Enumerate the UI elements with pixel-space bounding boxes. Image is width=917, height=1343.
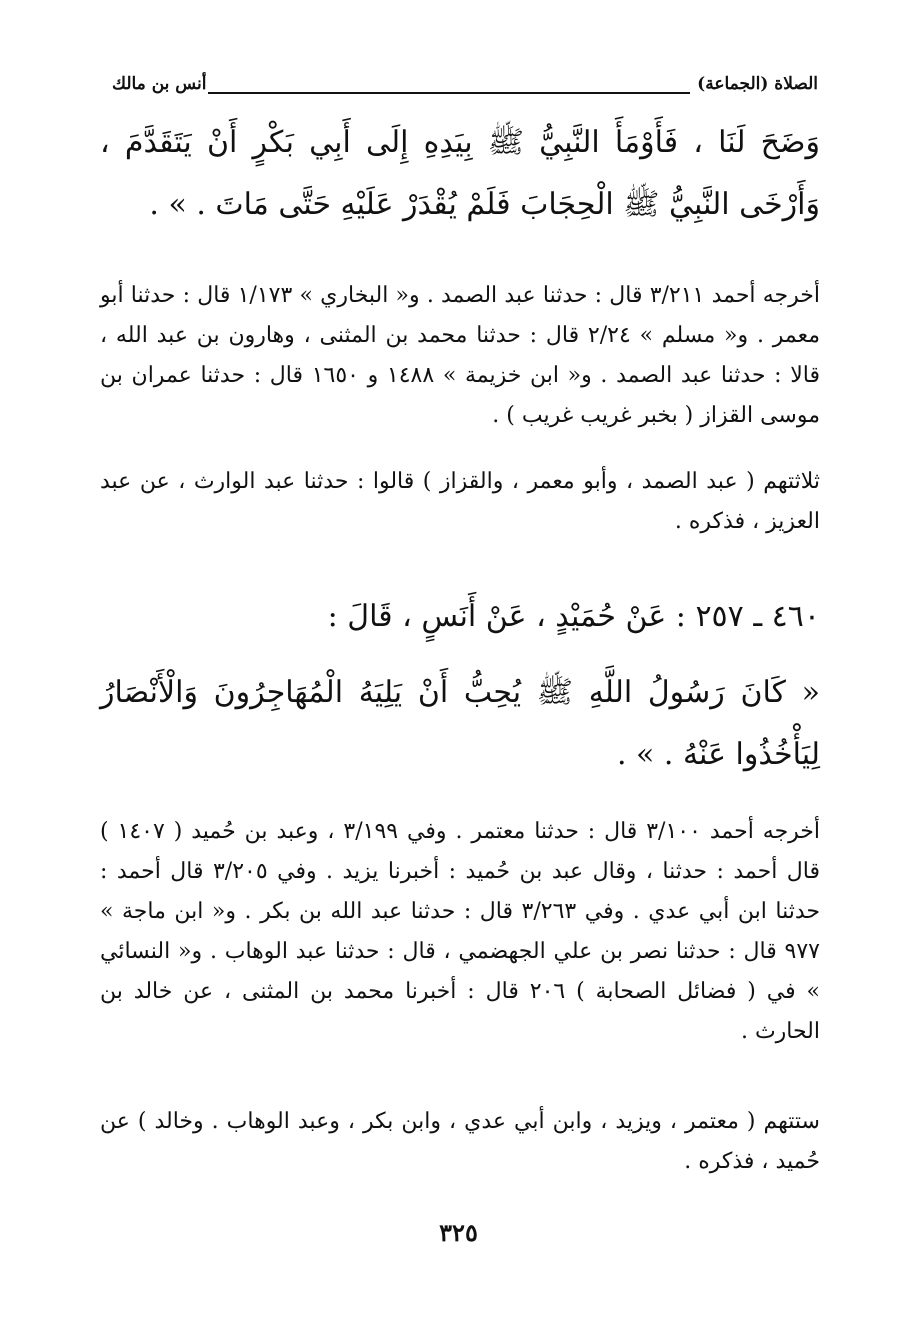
header-rule (208, 92, 690, 94)
running-header (112, 70, 818, 102)
takhrij-paragraph: ثلاثتهم ( عبد الصمد ، وأبو معمر ، والقزاز ) قالوا : حدثنا عبد الوارث ، عن عبد العزيز ، فذكره . (100, 469, 820, 534)
page-number: ٣٢٥ (439, 1218, 478, 1247)
hadith-text: « كَانَ رَسُولُ اللَّهِ ﷺ يُحِبُّ أَنْ يَلِيَهُ الْمُهَاجِرُونَ وَالْأَنْصَارُ لِيَأْخُذُوا عَنْهُ . » . (100, 675, 820, 772)
takhrij-paragraph: ستتهم ( معتمر ، ويزيد ، وابن أبي عدي ، وابن بكر ، وعبد الوهاب . وخالد ) عن حُميد ، فذكره . (100, 1109, 820, 1174)
takhrij-paragraph: أخرجه أحمد ٣/١٠٠ قال : حدثنا معتمر . وفي ٣/١٩٩ ، وعبد بن حُميد ( ١٤٠٧ ) قال أحمد : حدثنا ، وقال عبد بن حُميد : أخبرنا يزيد . وفي ٣/٢٠٥ قال أحمد : حدثنا ابن أبي عدي . وفي ٣/٢٦٣ قال : حدثنا عبد الله بن بكر . و« ابن ماجة » ٩٧٧ قال : حدثنا نصر بن علي الجهضمي ، قال : حدثنا عبد الوهاب . و« النسائي » في ( فضائل الصحابة ) ٢٠٦ قال : أخبرنا محمد بن المثنى ، عن خالد بن الحارث . (100, 819, 821, 1044)
takhrij-paragraph: أخرجه أحمد ٣/٢١١ قال : حدثنا عبد الصمد . و« البخاري » ١/١٧٣ قال : حدثنا أبو معمر . و« مسلم » ٢/٢٤ قال : حدثنا محمد بن المثنى ، وهارون بن عبد الله ، قالا : حدثنا عبد الصمد . و« ابن خزيمة » ١٤٨٨ و ١٦٥٠ قال : حدثنا عمران بن موسى القزاز ( بخبر غريب غريب ) . (100, 283, 821, 428)
narrator-title: أنس بن مالك (112, 74, 207, 94)
hadith-number-heading: ٤٦٠ ـ ٢٥٧ : عَنْ حُمَيْدٍ ، عَنْ أَنَسٍ ، قَالَ : (327, 599, 820, 634)
hadith-text-continued: وَضَحَ لَنَا ، فَأَوْمَأَ النَّبِيُّ ﷺ بِيَدِهِ إِلَى أَبِي بَكْرٍ أَنْ يَتَقَدَّمَ ، وَأَرْخَى النَّبِيُّ ﷺ الْحِجَابَ فَلَمْ يُقْدَرْ عَلَيْهِ حَتَّى مَاتَ . » . (100, 125, 820, 222)
chapter-title: الصلاة (الجماعة) (697, 74, 818, 94)
